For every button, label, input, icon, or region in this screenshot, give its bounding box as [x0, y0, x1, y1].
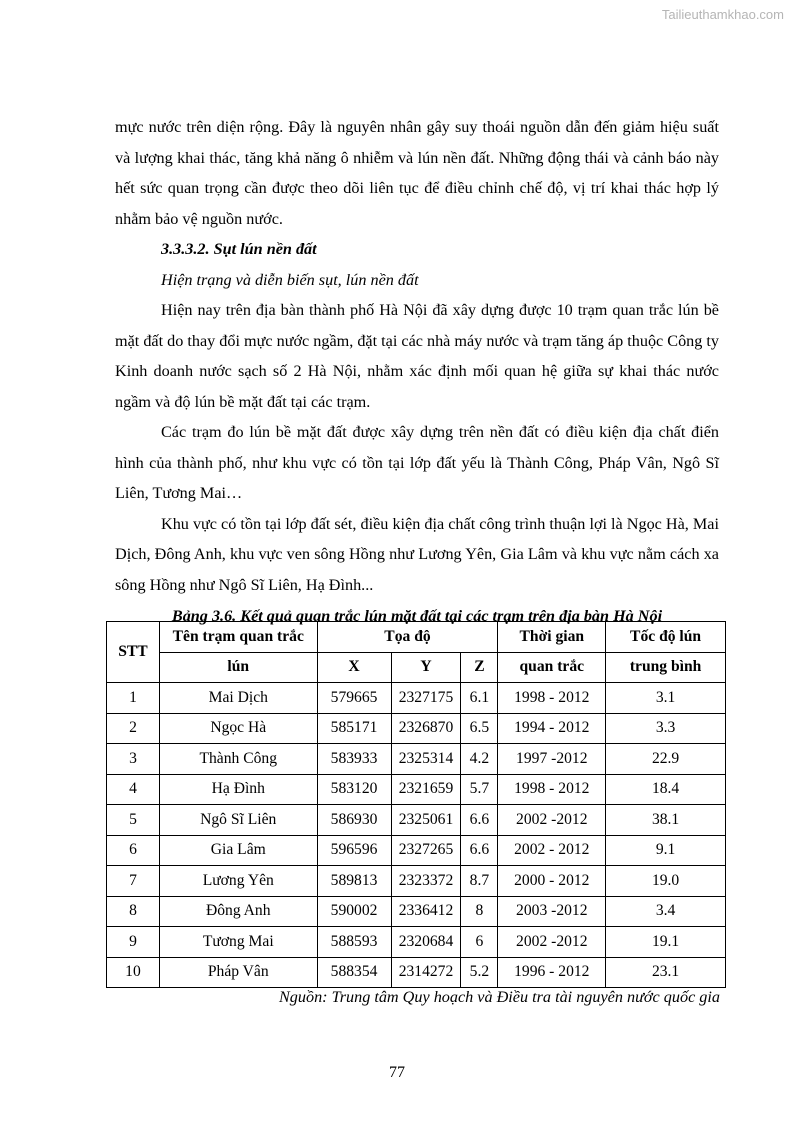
cell-rate: 22.9	[606, 744, 726, 775]
cell-station: Ngô Sĩ Liên	[159, 805, 317, 836]
table-row	[107, 866, 726, 897]
cell-period: 1994 - 2012	[498, 713, 606, 744]
cell-y: 2323372	[391, 866, 461, 897]
cell-x: 589813	[317, 866, 391, 897]
header-period-line2: quan trắc	[498, 652, 606, 683]
paragraph-3: Các trạm đo lún bề mặt đất được xây dựng trên nền đất có điều kiện địa chất điển hình của thành phố, như khu vực có tồn tại lớp đất yếu là Thành Công, Pháp Vân, Ngô Sĩ Liên, Tương Mai…	[115, 423, 719, 502]
cell-stt: 6	[107, 835, 160, 866]
cell-stt: 1	[107, 683, 160, 714]
cell-stt: 5	[107, 805, 160, 836]
table-row	[107, 774, 726, 805]
cell-z: 6	[461, 927, 498, 958]
cell-x: 586930	[317, 805, 391, 836]
cell-z: 4.2	[461, 744, 498, 775]
cell-station: Ngọc Hà	[159, 713, 317, 744]
cell-rate: 19.0	[606, 866, 726, 897]
cell-rate: 3.1	[606, 683, 726, 714]
cell-stt: 8	[107, 896, 160, 927]
header-stt: STT	[107, 622, 160, 683]
section-subheading: Hiện trạng và diễn biến sụt, lún nền đất	[161, 270, 419, 289]
cell-y: 2321659	[391, 774, 461, 805]
table-row	[107, 957, 726, 988]
cell-stt: 3	[107, 744, 160, 775]
cell-x: 588354	[317, 957, 391, 988]
header-rate-line2: trung bình	[606, 652, 726, 683]
cell-rate: 3.3	[606, 713, 726, 744]
cell-x: 588593	[317, 927, 391, 958]
cell-x: 590002	[317, 896, 391, 927]
cell-station: Tương Mai	[159, 927, 317, 958]
cell-x: 585171	[317, 713, 391, 744]
cell-station: Hạ Đình	[159, 774, 317, 805]
cell-period: 1998 - 2012	[498, 774, 606, 805]
cell-y: 2314272	[391, 957, 461, 988]
cell-y: 2325061	[391, 805, 461, 836]
table-body	[107, 683, 726, 988]
cell-rate: 38.1	[606, 805, 726, 836]
cell-x: 579665	[317, 683, 391, 714]
cell-y: 2320684	[391, 927, 461, 958]
cell-y: 2326870	[391, 713, 461, 744]
header-y: Y	[391, 652, 461, 683]
header-station-line1: Tên trạm quan trắc	[159, 622, 317, 653]
cell-z: 8	[461, 896, 498, 927]
section-heading: 3.3.3.2. Sụt lún nền đất	[161, 240, 317, 258]
cell-z: 6.1	[461, 683, 498, 714]
table-row	[107, 713, 726, 744]
cell-z: 6.6	[461, 805, 498, 836]
cell-station: Lương Yên	[159, 866, 317, 897]
page-number: 77	[389, 1064, 405, 1081]
cell-station: Đông Anh	[159, 896, 317, 927]
table-caption: Bảng 3.6. Kết quả quan trắc lún mặt đất tại các trạm trên địa bàn Hà Nội	[171, 607, 663, 625]
cell-period: 2002 - 2012	[498, 835, 606, 866]
cell-stt: 7	[107, 866, 160, 897]
cell-rate: 18.4	[606, 774, 726, 805]
cell-y: 2336412	[391, 896, 461, 927]
header-x: X	[317, 652, 391, 683]
paragraph-1: mực nước trên diện rộng. Đây là nguyên nhân gây suy thoái nguồn dẫn đến giảm hiệu suất và lượng khai thác, tăng khả năng ô nhiễm và lún nền đất. Những động thái và cảnh báo này hết sức quan trọng cần được theo dõi liên tục để điều chỉnh chế độ, vị trí khai thác hợp lý nhằm bảo vệ nguồn nước.	[115, 118, 719, 228]
table-source: Nguồn: Trung tâm Quy hoạch và Điều tra tài nguyên nước quốc gia	[279, 988, 720, 1006]
cell-stt: 4	[107, 774, 160, 805]
cell-x: 596596	[317, 835, 391, 866]
cell-station: Pháp Vân	[159, 957, 317, 988]
cell-y: 2327175	[391, 683, 461, 714]
cell-stt: 10	[107, 957, 160, 988]
cell-period: 2000 - 2012	[498, 866, 606, 897]
cell-z: 5.7	[461, 774, 498, 805]
header-z: Z	[461, 652, 498, 683]
header-station-line2: lún	[159, 652, 317, 683]
cell-stt: 2	[107, 713, 160, 744]
table-row	[107, 683, 726, 714]
watermark: Tailieuthamkhao.com	[661, 7, 784, 22]
cell-z: 8.7	[461, 866, 498, 897]
paragraph-2: Hiện nay trên địa bàn thành phố Hà Nội đã xây dựng được 10 trạm quan trắc lún bề mặt đất do thay đổi mực nước ngầm, đặt tại các nhà máy nước và trạm tăng áp thuộc Công ty Kinh doanh nước sạch số 2 Hà Nội, nhằm xác định mối quan hệ giữa sự khai thác nước ngầm và độ lún bề mặt đất tại các trạm.	[115, 301, 719, 411]
header-coords: Tọa độ	[317, 622, 498, 653]
monitoring-table	[106, 621, 726, 988]
table-row	[107, 835, 726, 866]
cell-period: 2003 -2012	[498, 896, 606, 927]
cell-y: 2327265	[391, 835, 461, 866]
cell-stt: 9	[107, 927, 160, 958]
cell-z: 5.2	[461, 957, 498, 988]
cell-rate: 19.1	[606, 927, 726, 958]
cell-period: 2002 -2012	[498, 927, 606, 958]
header-period-line1: Thời gian	[498, 622, 606, 653]
cell-station: Thành Công	[159, 744, 317, 775]
cell-z: 6.5	[461, 713, 498, 744]
cell-period: 1997 -2012	[498, 744, 606, 775]
cell-rate: 23.1	[606, 957, 726, 988]
cell-rate: 3.4	[606, 896, 726, 927]
document-body	[115, 112, 719, 630]
cell-rate: 9.1	[606, 835, 726, 866]
paragraph-4: Khu vực có tồn tại lớp đất sét, điều kiện địa chất công trình thuận lợi là Ngọc Hà, Mai Dịch, Đông Anh, khu vực ven sông Hồng như Lương Yên, Gia Lâm và khu vực nằm cách xa sông Hồng như Ngô Sĩ Liên, Hạ Đình...	[115, 514, 719, 594]
cell-x: 583933	[317, 744, 391, 775]
cell-station: Gia Lâm	[159, 835, 317, 866]
table-row	[107, 744, 726, 775]
table-row	[107, 896, 726, 927]
header-rate-line1: Tốc độ lún	[606, 622, 726, 653]
cell-y: 2325314	[391, 744, 461, 775]
cell-x: 583120	[317, 774, 391, 805]
cell-z: 6.6	[461, 835, 498, 866]
cell-station: Mai Dịch	[159, 683, 317, 714]
table-row	[107, 927, 726, 958]
table-row	[107, 805, 726, 836]
cell-period: 1996 - 2012	[498, 957, 606, 988]
cell-period: 1998 - 2012	[498, 683, 606, 714]
cell-period: 2002 -2012	[498, 805, 606, 836]
